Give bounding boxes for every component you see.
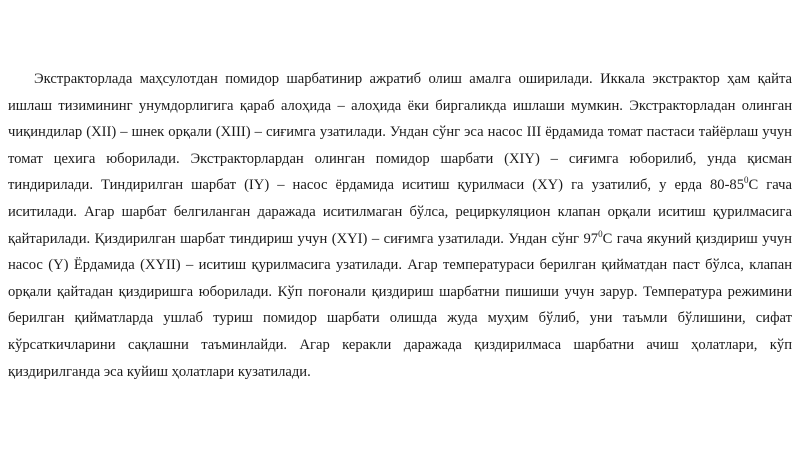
- body-paragraph: [8, 66, 792, 385]
- paragraph-text-part-3: С гача якуний қиздириш учун насос (Y) Ёрдамида (XYII) – иситиш қурилмасига узатилади. Агар температураси берилган қийматдан паст бўлса, клапан орқали қайтадан қиздиришга юборилади. Кўп поғонали қиздириш шарбатни пишиши учун зарур. Температура режимини берилган қийматларда ушлаб туриш помидор шарбати олишда жуда муҳим бўлиб, уни таъмли бўлишини, сифат кўрсаткичларини сақлашни таъминлайди. Агар керакли даражада қиздирилмаса шарбатни ачиш ҳолатлари, кўп қиздирилганда эса куйиш ҳолатлари кузатилади.: [8, 230, 792, 380]
- paragraph-text-part-1: Экстракторлада маҳсулотдан помидор шарбатинир ажратиб олиш амалга оширилади. Иккала экстрактор ҳам қайта ишлаш тизимининг унумдорлигига қараб алоҳида – алоҳида ёки биргаликда ишлаши мумкин. Экстракторладан олинган чиқиндилар (XII) – шнек орқали (XIII) – сиғимга узатилади. Ундан сўнг эса насос III ёрдамида томат пастаси тайёрлаш учун томат цехига юборилади. Экстракторлардан олинган помидор шарбати (XIY) – сиғимга юборилиб, унда қисман тиндирилади. Тиндирилган шарбат (IY) – насос ёрдамида иситиш қурилмаси (XY) га узатилиб, у ерда 80-85: [8, 71, 792, 194]
- degree-superscript-2: 0: [598, 228, 603, 239]
- degree-superscript-1: 0: [744, 175, 749, 186]
- paragraph-text-part-2: С гача иситилади. Агар шарбат белгиланган даражада иситилмаган бўлса, рециркуляцион клапан орқали иситиш қурилмасига қайтарилади. Қиздирилган шарбат тиндириш учун (XYI) – сиғимга узатилади. Ундан сўнг 97: [8, 177, 792, 247]
